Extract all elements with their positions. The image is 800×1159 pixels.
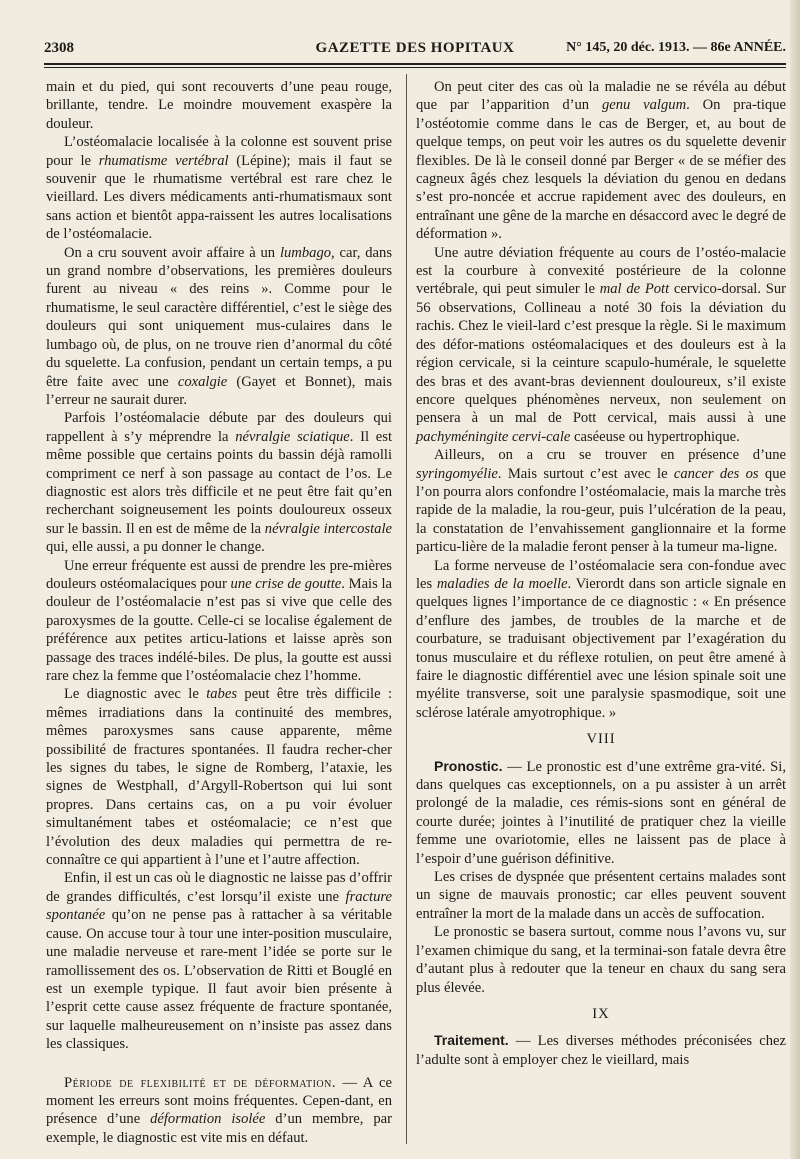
paragraph: Parfois l’ostéomalacie débute par des douleurs qui rappellent à s’y méprendre la névralgie sciatique. Il est même possible que certains points du bassin déjà ramolli compriment ce nerf à son passage au contact de l’os. Le diagnostic est alors très difficile et ne peut être fait qu’en recherchant soigneusement les points douloureux osseux sur le bassin. Il en est de même de la névralgie intercostale qui, elle aussi, a pu donner le change. <box>46 410 392 556</box>
paragraph: L’ostéomalacie localisée à la colonne est souvent prise pour le rhumatisme vertébral (Lépine); mais il faut se souvenir que le rhumatisme vertébral est rare chez le vieillard. Les divers médicaments anti-rhumatismaux sont sans action et bientôt appa-raissent les autres localisations de l’ostéomalacie. <box>46 134 392 243</box>
paragraph: Enfin, il est un cas où le diagnostic ne laisse pas d’offrir de grandes difficultés, c’est lorsqu’il existe une fracture spontanée qu’on ne pense pas à rattacher à sa véritable cause. On accuse tour à tour une inter-position musculaire, une maladie nerveuse et rare-ment l’idée se porte sur le ramollissement des os. L’observation de Ritti et Bouglé en est un exemple typique. Il faut avoir bien présente à l’esprit cette cause assez fréquente de fracture spontanée, sur laquelle malheureusement on n’insiste pas assez dans les classiques. <box>46 870 392 1053</box>
subsection-heading: Période de flexibilité et de déformation. <box>64 1074 336 1091</box>
paragraph: Traitement. — Les diverses méthodes préconisées chez l’adulte sont à employer chez le vieillard, mais <box>416 1032 786 1068</box>
running-header <box>44 38 786 60</box>
page-number: 2308 <box>44 40 74 56</box>
paragraph: Pronostic. — Le pronostic est d’une extrême gra-vité. Si, dans quelques cas exceptionnels, on a pu assister à un arrêt prolongé de la maladie, ces rémis-sions sont en général de courte durée; jointes à l’inutilité de pratiquer chez la vieille femme une ovariotomie, elles ne laissent pas de place à l’espoir d’une guérison définitive. <box>416 757 786 867</box>
paragraph: Une erreur fréquente est aussi de prendre les pre-mières douleurs ostéomalaciques pour une crise de goutte. Mais la douleur de l’ostéomalacie n’est pas si vive que celle des paroxysmes de la goutte. Celle-ci se localise également de préférence aux petites articu-lations et laisse après son passage des traces indélé-biles. De plus, la goutte est aussi rare chez la femme que l’ostéomalacie chez l’homme. <box>46 557 393 684</box>
paragraph: On peut citer des cas où la maladie ne se révéla au début que par l’apparition d’un genu valgum. On pra-tique l’ostéotomie comme dans le cas de Berger, et, au bout de quelque temps, on peut voir les autres os du squelette devenir flexibles. De là le conseil donné par Berger « de se méfier des cagneux âgés chez lesquels la déviation du genou en dedans s’est pro-noncée et accrue rapidement avec des douleurs, en entraînant une gêne de la marche en désaccord avec le degré de déformation ». <box>416 79 786 243</box>
paragraph: main et du pied, qui sont recouverts d’une peau rouge, brillante, tendre. Le moindre mouvement exaspère la douleur. <box>46 79 392 132</box>
header-rule-thin <box>44 67 786 68</box>
journal-title: GAZETTE DES HOPITAUX <box>315 40 515 56</box>
header-rule-thick <box>44 63 786 65</box>
right-column <box>416 78 786 1069</box>
column-divider <box>406 74 407 1144</box>
section-heading: Pronostic. <box>434 757 503 774</box>
paragraph: On a cru souvent avoir affaire à un lumbago, car, dans un grand nombre d’observations, les premières douleurs furent au niveau « des reins ». Comme pour le rhumatisme, le seul caractère différentiel, c’est le siège des douleurs qui sont uniquement mus-culaires dans le lumbago où, de plus, on ne trouve rien d’anormal du côté du squelette. La confusion, pendant un certain temps, a pu être faite avec une coxalgie (Gayet et Bonnet), mais l’erreur ne saurait durer. <box>46 244 392 408</box>
paragraph: La forme nerveuse de l’ostéomalacie sera con-fondue avec les maladies de la moelle. Vierordt dans son article signale en quelques lignes l’importance de ce diagnostic : « En présence d’enflure des jambes, de troubles de la marche et de courbature, se traduisant objectivement par l’exagération du tonus musculaire et du réflexe rotulien, on peut être amené à faire le diagnostic différentiel avec une lésion spinale soit une myélite transverse, soit une paralysie spasmodique, soit une sclérose latérale amyotrophique. » <box>416 557 786 721</box>
section-heading: Traitement. <box>434 1032 509 1049</box>
paragraph: Le pronostic se basera surtout, comme nous l’avons vu, sur l’examen chimique du sang, et la terminai-son fatale devra être d’autant plus à redouter que la teneur en chaux du sang sera plus élevée. <box>416 924 786 996</box>
left-column <box>46 78 392 1147</box>
section-number: VIII <box>586 731 616 748</box>
paragraph: Une autre déviation fréquente au cours de l’ostéo-malacie est la courbure à convexité postérieure de la colonne vertébrale, qui peut simuler le mal de Pott cervico-dorsal. Sur 56 observations, Collineau a noté 30 fois la déviation du rachis. Chez le vieil-lard c’est presque la règle. Si le maximum des défor-mations ostéomalaciques et des douleurs est à la région cervicale, si la ceinture scapulo-humérale, le squelette des bras et des avant-bras deviennent douloureux, s’il existe encore quelques phénomènes nerveux, non seulement on pensera à un mal de Pott cervical, mais aussi à une pachyméningite cervi-cale caséeuse ou hypertrophique. <box>416 244 786 445</box>
paragraph: Le diagnostic avec le tabes peut être très difficile : mêmes irradiations dans la continuité des membres, mêmes paroxysmes sans cause apparente, même possibilité de fractures spontanées. Il faudra recher-cher les signes du tabes, le signe de Romberg, l’ataxie, les signes de Westphall, d’Argyll-Robertson qui lui sont propres. Dans certains cas, on a pu voir évoluer simultanément tabes et ostéomalacie; ce n’est que l’évolution des deux maladies qui permettra de re-connaître ce qui appartient à l’une et l’autre affection. <box>46 686 393 869</box>
paragraph: Période de flexibilité et de déformation. — A ce moment les erreurs sont moins fréquentes. Cepen-dant, en présence d’une déformation isolée d’un membre, par exemple, le diagnostic est vite mis en défaut. <box>46 1074 392 1146</box>
paragraph: Les crises de dyspnée que présentent certains malades sont un signe de mauvais pronostic; car elles peuvent souvent entraîner la mort de la malade dans un accès de suffocation. <box>416 869 786 922</box>
issue-info: N° 145, 20 déc. 1913. — 86e ANNÉE. <box>566 40 786 55</box>
section-number: IX <box>592 1005 610 1022</box>
paragraph: Ailleurs, on a cru se trouver en présence d’une syringomyélie. Mais surtout c’est avec le cancer des os que l’on pourra alors confondre l’ostéomalacie, mais la marche très rapide de la maladie, la rou-geur, puis l’ulcération de la peau, la constatation de l’envahissement ganglionnaire et la forme particu-lière de la maladie feront penser à la tumeur ma-ligne. <box>416 447 786 556</box>
page-edge <box>790 0 800 1159</box>
